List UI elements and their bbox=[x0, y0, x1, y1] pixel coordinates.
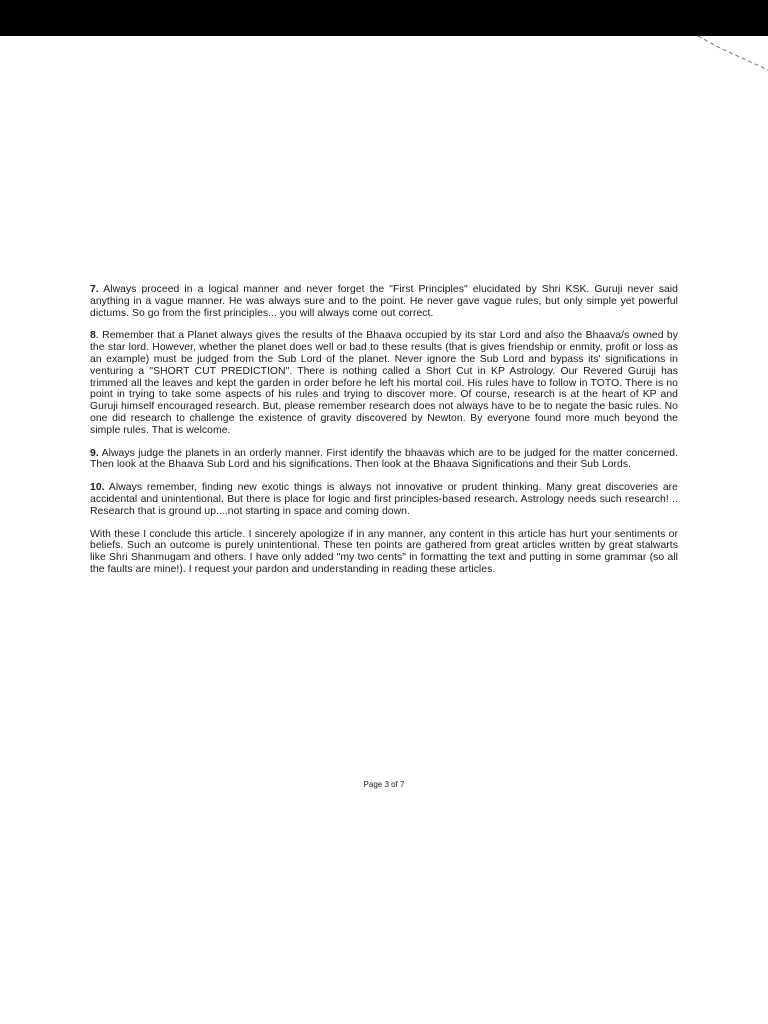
document-body bbox=[90, 284, 678, 587]
paragraph-10 bbox=[90, 482, 678, 517]
paragraph-conclusion bbox=[90, 529, 678, 576]
paragraph-text: . Remember that a Planet always gives the results of the Bhaava occupied by its star Lord and also the Bhaava/s owned by the star lord. However, whether the planet does well or bad to these results (that is gives friendship or enmity, profit or loss as an example) must be judged from the Sub Lord of the planet. Never ignore the Sub Lord and bypass its' significations in venturing a "SHORT CUT PREDICTION". There is nothing called a Short Cut in KP Astrology. Our Revered Guruji has trimmed all the leaves and kept the garden in order before he left his mortal coil. His rules have to follow in TOTO. There is no point in trying to take some aspects of his rules and trying to discover more. Of course, research is at the heart of KP and Guruji himself encouraged research. But, please remember research does not always have to be to negate the basic rules. No one did research to challenge the existence of gravity discovered by Newton. By everyone found more much beyond the simple rules. That is welcome. bbox=[90, 330, 678, 436]
paragraph-number: 8 bbox=[90, 330, 96, 342]
paragraph-number: 7. bbox=[90, 284, 99, 295]
paragraph-text: With these I conclude this article. I sincerely apologize if in any manner, any content in this article has hurt your sentiments or beliefs. Such an outcome is purely unintentional. These ten points are gathered from great articles written by great stalwarts like Shri Shanmugam and others. I have only added "my two cents" in formatting the text and putting in some grammar (so all the faults are mine!). I request your pardon and understanding in reading these articles. bbox=[90, 528, 678, 575]
paragraph-text: Always judge the planets in an orderly manner. First identify the bhaavas which are to be judged for the matter concerned. Then look at the Bhaava Sub Lord and his significations. Then look at the Bhaava Significations and their Sub Lords. bbox=[90, 447, 678, 471]
paragraph-number: 10. bbox=[90, 482, 105, 494]
paragraph-text: Always proceed in a logical manner and never forget the "First Principles" elucidated by Shri KSK. Guruji never said anything in a vague manner. He was always sure and to the point. He never gave vague rules, but only simple yet powerful dictums. So go from the first principles... you will always come out correct. bbox=[90, 284, 678, 319]
paragraph-7 bbox=[90, 284, 678, 319]
paragraph-number: 9. bbox=[90, 447, 99, 459]
paragraph-9 bbox=[90, 448, 678, 472]
page-fold-mark bbox=[690, 30, 768, 80]
paragraph-8 bbox=[90, 330, 678, 436]
paragraph-text: Always remember, finding new exotic things is always not innovative or prudent thinking. Many great discoveries are accidental and unintentional. But there is place for logic and first principles-based research. Astrology needs such research! .. Research that is ground up....not starting in space and coming down. bbox=[90, 482, 678, 517]
viewer-top-bar bbox=[0, 0, 768, 36]
page-number-footer: Page 3 of 7 bbox=[363, 780, 405, 789]
